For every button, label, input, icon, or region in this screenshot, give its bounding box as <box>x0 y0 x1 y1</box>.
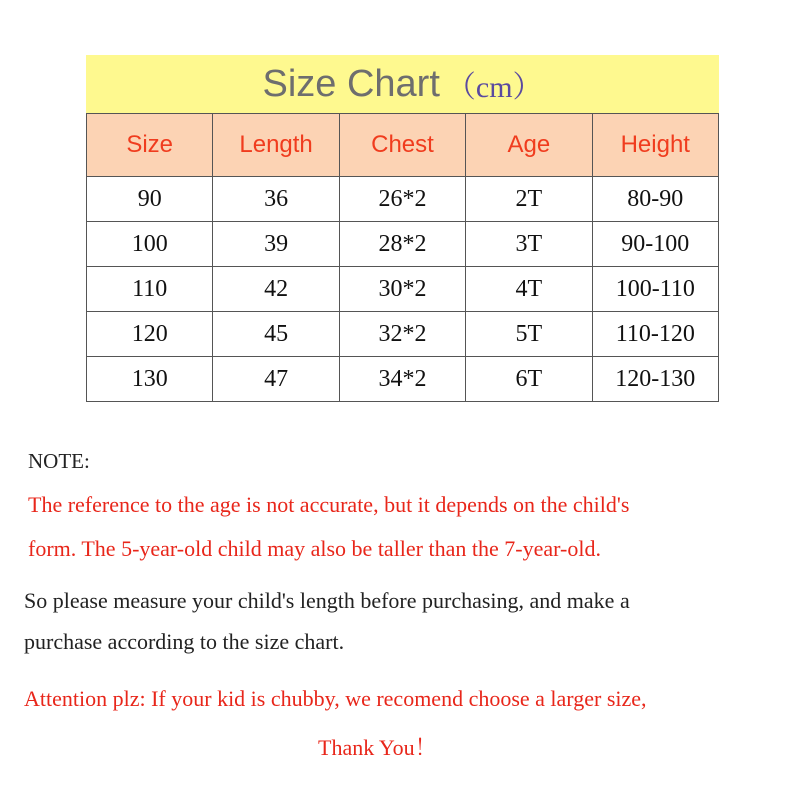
note-age-disclaimer-line-2: form. The 5-year-old child may also be taller than the 7-year-old. <box>28 536 601 561</box>
cell-size: 120 <box>87 312 213 357</box>
cell-chest: 34*2 <box>339 357 465 402</box>
chart-unit: （cm） <box>445 71 543 104</box>
column-header-length: Length <box>213 114 339 177</box>
table-header-row <box>87 114 719 177</box>
cell-height: 80-90 <box>592 177 718 222</box>
cell-size: 100 <box>87 222 213 267</box>
cell-age: 5T <box>466 312 592 357</box>
cell-height: 90-100 <box>592 222 718 267</box>
note-attention: Attention plz: If your kid is chubby, we recomend choose a larger size, <box>24 686 647 711</box>
cell-size: 90 <box>87 177 213 222</box>
cell-chest: 26*2 <box>339 177 465 222</box>
note-age-disclaimer-line-1: The reference to the age is not accurate, but it depends on the child's <box>28 492 630 517</box>
table-row <box>87 177 719 222</box>
cell-age: 3T <box>466 222 592 267</box>
cell-length: 47 <box>213 357 339 402</box>
cell-chest: 28*2 <box>339 222 465 267</box>
size-table <box>86 113 719 402</box>
cell-age: 2T <box>466 177 592 222</box>
cell-size: 110 <box>87 267 213 312</box>
column-header-age: Age <box>466 114 592 177</box>
column-header-height: Height <box>592 114 718 177</box>
cell-length: 42 <box>213 267 339 312</box>
cell-length: 36 <box>213 177 339 222</box>
cell-size: 130 <box>87 357 213 402</box>
note-measure-line-1: So please measure your child's length before purchasing, and make a <box>24 588 630 613</box>
cell-length: 45 <box>213 312 339 357</box>
chart-title-bar <box>86 55 719 113</box>
cell-chest: 32*2 <box>339 312 465 357</box>
table-row <box>87 222 719 267</box>
cell-height: 110-120 <box>592 312 718 357</box>
cell-chest: 30*2 <box>339 267 465 312</box>
table-row <box>87 267 719 312</box>
cell-age: 4T <box>466 267 592 312</box>
chart-title: Size Chart <box>262 62 440 105</box>
cell-length: 39 <box>213 222 339 267</box>
note-thanks: Thank You！ <box>318 735 437 760</box>
note-measure-line-2: purchase according to the size chart. <box>24 629 345 654</box>
cell-age: 6T <box>466 357 592 402</box>
size-chart <box>86 55 719 402</box>
cell-height: 100-110 <box>592 267 718 312</box>
column-header-chest: Chest <box>339 114 465 177</box>
table-row <box>87 312 719 357</box>
column-header-size: Size <box>87 114 213 177</box>
cell-height: 120-130 <box>592 357 718 402</box>
note-heading: NOTE: <box>28 449 90 473</box>
table-row <box>87 357 719 402</box>
